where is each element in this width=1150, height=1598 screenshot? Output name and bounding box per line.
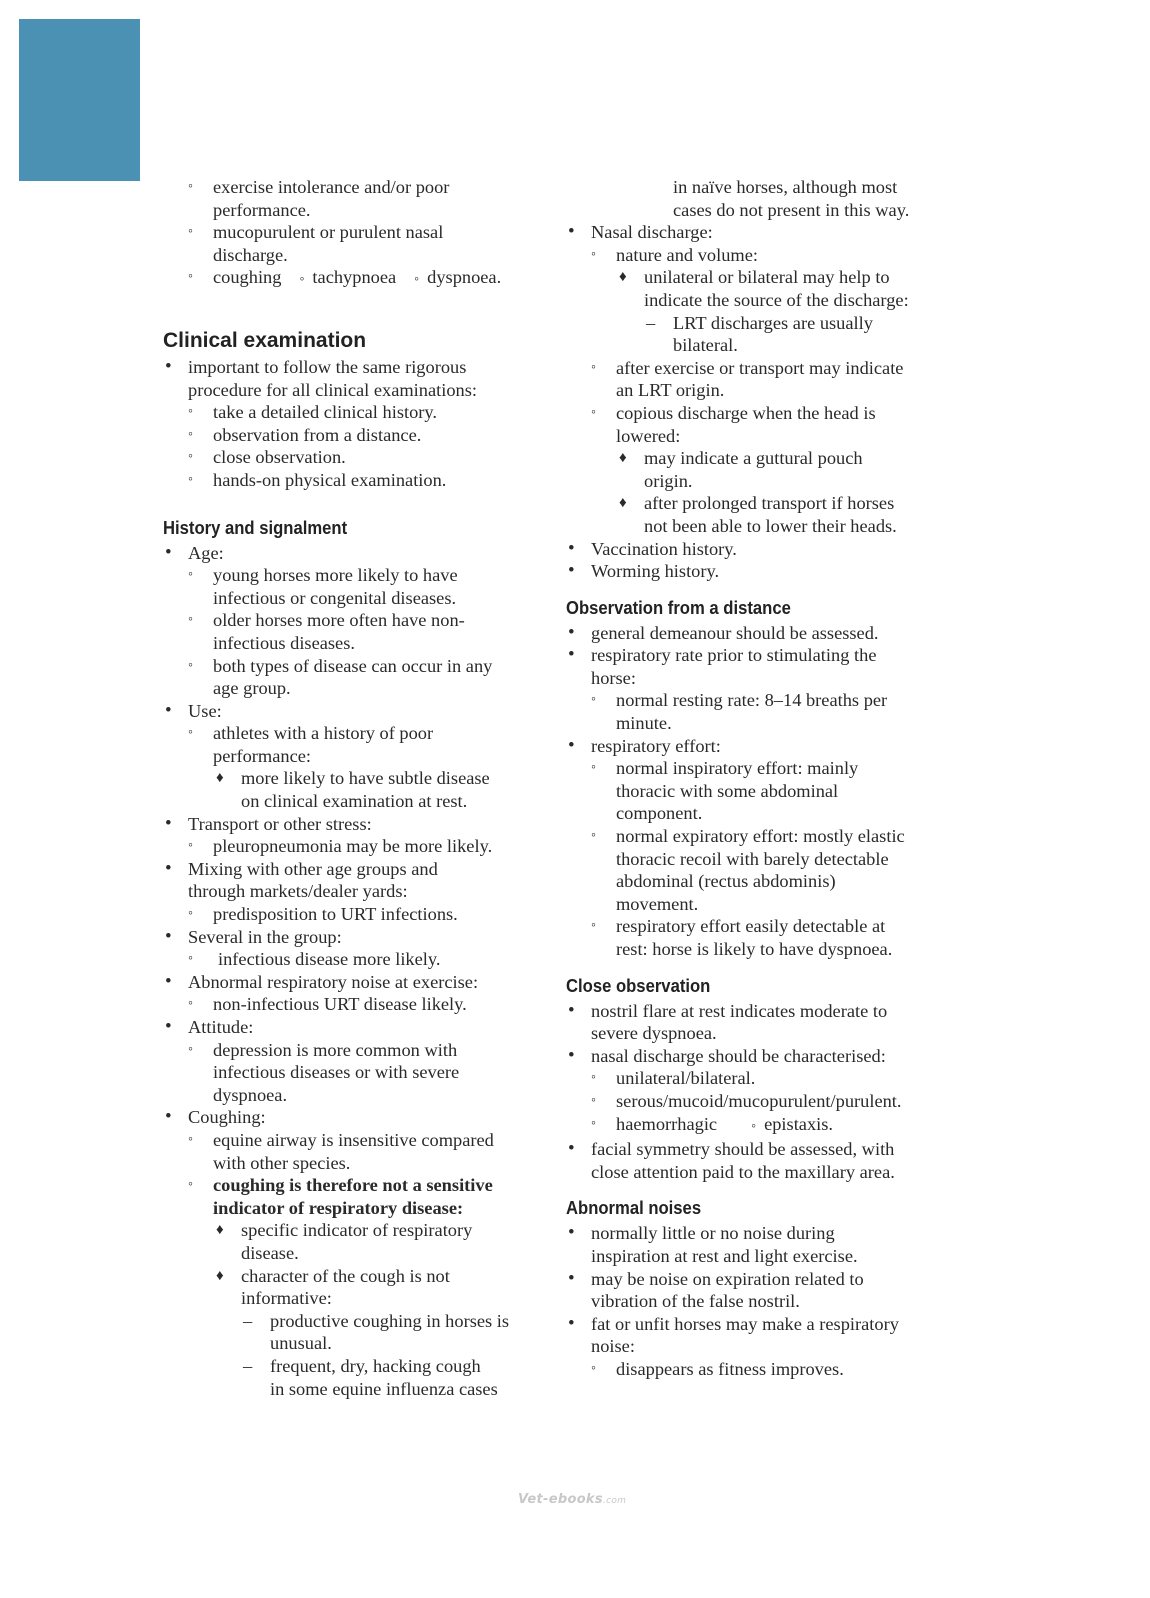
diamond-bullet-icon: ♦ (619, 450, 627, 467)
disc-bullet-icon: • (568, 1267, 575, 1289)
circle-bullet-icon: ◦ (591, 760, 596, 776)
disc-bullet-icon: • (568, 1222, 575, 1244)
list-item: • Use: (165, 699, 222, 721)
circle-bullet-icon: ◦ (591, 692, 596, 708)
circle-bullet-icon: ◦ (188, 179, 193, 194)
list-item: • Mixing with other age groups and (165, 857, 438, 879)
circle-bullet-icon: ◦ (188, 471, 193, 487)
circle-bullet-icon: ◦ (591, 1360, 596, 1376)
disc-bullet-icon: • (165, 541, 172, 563)
circle-bullet-icon: ◦ (751, 1118, 757, 1134)
disc-bullet-icon: • (568, 999, 575, 1021)
list-item: ◦ take a detailed clinical history. (188, 402, 438, 423)
section-heading-history-signalment: History and signalment (163, 516, 348, 538)
circle-bullet-icon: ◦ (299, 272, 305, 288)
disc-bullet-icon: • (165, 925, 172, 947)
circle-bullet-icon: ◦ (188, 269, 193, 285)
circle-bullet-icon: ◦ (188, 725, 193, 741)
disc-bullet-icon: • (165, 812, 172, 834)
disc-bullet-icon: • (568, 1312, 575, 1334)
diamond-bullet-icon: ♦ (216, 770, 224, 787)
list-item: • Nasal discharge: (568, 221, 713, 243)
list-item: • Abnormal respiratory noise at exercise: (165, 970, 479, 992)
section-heading-close-observation: Close observation (566, 974, 711, 996)
list-item: ◦ close observation. (188, 447, 346, 468)
circle-bullet-icon: ◦ (591, 246, 596, 262)
circle-bullet-icon: ◦ (188, 404, 193, 420)
diamond-bullet-icon: ♦ (619, 269, 627, 286)
circle-bullet-icon: ◦ (188, 426, 193, 442)
circle-bullet-icon: ◦ (414, 272, 420, 288)
list-item: • Several in the group: (165, 925, 342, 947)
circle-bullet-icon: ◦ (188, 567, 193, 583)
inline-list: ◦ coughing ◦ tachypnoea ◦ dyspnoea. (188, 267, 502, 288)
circle-bullet-icon: ◦ (188, 996, 193, 1012)
circle-bullet-icon: ◦ (188, 951, 193, 967)
circle-bullet-icon: ◦ (188, 612, 193, 628)
watermark-logo: Vet-ebooks.com (518, 1492, 627, 1507)
circle-bullet-icon: ◦ (188, 224, 193, 240)
list-item: • Attitude: (165, 1016, 254, 1037)
list-item: ◦ exercise intolerance and/or poor performance. (188, 177, 450, 220)
circle-bullet-icon: ◦ (188, 1041, 193, 1057)
list-item: • Age: (165, 541, 224, 563)
disc-bullet-icon: • (568, 1044, 575, 1066)
diamond-bullet-icon: ♦ (619, 495, 627, 512)
circle-bullet-icon: ◦ (188, 906, 193, 922)
circle-bullet-icon: ◦ (188, 657, 193, 673)
circle-bullet-icon: ◦ (188, 449, 193, 465)
disc-bullet-icon: • (165, 970, 172, 992)
right-column: in naïve horses, although most cases do not present in this way. • Nasal discharge: ◦ nature and volume: ♦ unilateral or bilateral may help to indicate the source of the discharge: – LRT discharges are usually bilateral. ◦ after exercise or transport may indicate an LRT origin. ◦ copious discharge when the head is lowered: ♦ may indicate a guttural pouch origin. ♦ after prolonged transport if horses not been able to lower their heads. • Vaccination history. • Worming history. Observation from a distance • general demeanour should be assessed. • respiratory rate prior to stimulating the horse: ◦ normal resting rate: 8–14 breaths per minute. • respiratory effort: ◦ normal inspiratory effort: mainly thoracic with some abdominal component. ◦ normal expiratory effort: mostly elastic thoracic recoil with barely detectable abdominal (rectus abdominis) movement. ◦ respiratory effort easily detectable at rest: horse is likely to have dyspnoea. Close observation • nostril flare at rest indicates moderate to severe dyspnoea. • nasal discharge should be characterised: ◦ unilateral/bilateral. ◦ serous/mucoid/mucopurulent/purulent. ◦ haemorrhagic ◦ epistaxis. • facial symmetry should be assessed, with close attention paid to the maxillary area. Abnormal noises • normally little or no noise during inspiration at rest and light exercise. • may be noise on expiration related to vibration of the false nostril. • fat or unfit horses may make a respiratory noise: ◦ disappears as fitness improves. (566, 176, 956, 1381)
disc-bullet-icon: • (165, 355, 172, 377)
circle-bullet-icon: ◦ (188, 1177, 193, 1193)
circle-bullet-icon: ◦ (188, 838, 193, 854)
list-item: ◦ mucopurulent or purulent nasal discharge. (188, 222, 444, 265)
list-item: • respiratory effort: (568, 734, 721, 756)
list-item: • Worming history. (568, 560, 720, 582)
disc-bullet-icon: • (568, 734, 575, 756)
disc-bullet-icon: • (568, 621, 575, 643)
chapter-color-tab (19, 19, 140, 181)
inline-list: ◦ haemorrhagic ◦ epistaxis. (591, 1113, 834, 1134)
disc-bullet-icon: • (568, 537, 575, 559)
left-column: ◦ exercise intolerance and/or poor performance. ◦ mucopurulent or purulent nasal discharge. ◦ coughing ◦ tachypnoea ◦ dyspnoea. Clinical examination • important to follow the same rigorous procedure for all clinical examinations: ◦ take a detailed clinical history. ◦ observation from a distance. ◦ close observation. ◦ hands-on physical examination. History and signalment • Age: ◦ young horses more likely to have infectious or congenital diseases. ◦ older horses more often have non- infectious diseases. ◦ both types of disease can occur in any age group. • Use: ◦ athletes with a history of poor performance: ♦ more likely to have subtle disease on clinical examination at rest. • Transport or other stress: ◦ pleuropneumonia may be more likely. • Mixing with other age groups and through markets/dealer yards: ◦ predisposition to URT infections. • Several in the group: ◦ infectious disease more likely. • Abnormal respiratory noise at exercise: ◦ non-infectious URT disease likely. • Attitude: ◦ depression is more common with infectious diseases or with severe dyspnoea. • Coughing: ◦ equine airway is insensitive compared with other species. ◦ coughing is therefore not a sensitive indicator of respiratory disease: ♦ specific indicator of respiratory disease. ♦ character of the cough is not informative: – productive coughing in horses is unusual. – frequent, dry, hacking cough in some equine influenza cases (163, 176, 543, 1400)
dash-bullet-icon: – (243, 1355, 253, 1376)
section-heading-observation-distance: Observation from a distance (566, 596, 791, 618)
list-item: • Vaccination history. (568, 537, 737, 559)
dash-bullet-icon: – (243, 1310, 253, 1331)
circle-bullet-icon: ◦ (591, 359, 596, 375)
disc-bullet-icon: • (568, 1138, 575, 1160)
disc-bullet-icon: • (568, 221, 575, 243)
circle-bullet-icon: ◦ (188, 1131, 193, 1147)
list-item: ◦ observation from a distance. (188, 424, 422, 445)
circle-bullet-icon: ◦ (591, 1115, 596, 1131)
disc-bullet-icon: • (165, 699, 172, 721)
disc-bullet-icon: • (165, 1016, 172, 1037)
list-item: • nasal discharge should be characterised: (568, 1044, 886, 1066)
section-heading-abnormal-noises: Abnormal noises (566, 1197, 702, 1219)
diamond-bullet-icon: ♦ (216, 1267, 224, 1284)
disc-bullet-icon: • (568, 560, 575, 582)
disc-bullet-icon: • (165, 857, 172, 879)
dash-bullet-icon: – (646, 312, 656, 333)
list-item: • Coughing: (165, 1106, 266, 1128)
disc-bullet-icon: • (568, 644, 575, 666)
circle-bullet-icon: ◦ (591, 1070, 596, 1086)
list-item: ◦ hands-on physical examination. (188, 469, 447, 490)
diamond-bullet-icon: ♦ (216, 1222, 224, 1239)
list-item: • general demeanour should be assessed. (568, 621, 879, 643)
disc-bullet-icon: • (165, 1106, 172, 1128)
list-item: • Transport or other stress: (165, 812, 372, 834)
section-heading-clinical-examination: Clinical examination (163, 328, 367, 352)
circle-bullet-icon: ◦ (591, 918, 596, 934)
circle-bullet-icon: ◦ (591, 1092, 596, 1108)
circle-bullet-icon: ◦ (591, 404, 596, 420)
circle-bullet-icon: ◦ (591, 828, 596, 844)
